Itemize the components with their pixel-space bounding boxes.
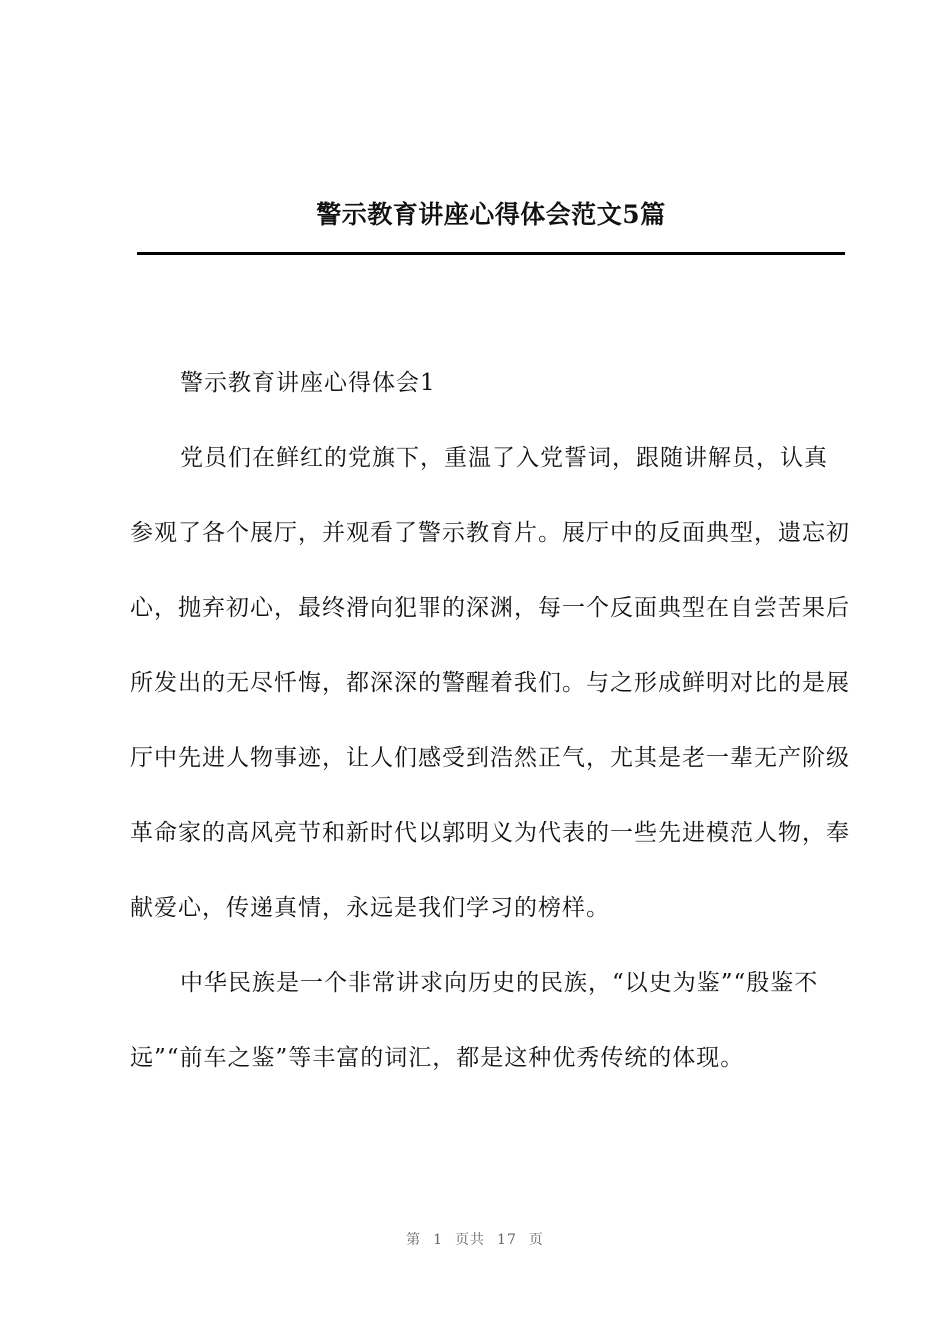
page-label-prefix: 第	[406, 1232, 422, 1248]
current-page-number: 1	[433, 1232, 444, 1248]
page-label-suffix: 页	[528, 1232, 544, 1248]
page-label-mid: 页共	[455, 1232, 486, 1248]
paragraph-2: 中华民族是一个非常讲求向历史的民族，“以史为鉴”“殷鉴不远”“前车之鉴”等丰富的词汇，都是这种优秀传统的体现。	[130, 970, 819, 1071]
page-footer	[0, 1229, 950, 1249]
document-title: 警示教育讲座心得体会范文5篇	[316, 200, 666, 229]
paragraph-1: 党员们在鲜红的党旗下，重温了入党誓词，跟随讲解员，认真参观了各个展厅，并观看了警示教育片。展厅中的反面典型，遗忘初心，抛弃初心，最终滑向犯罪的深渊，每一个反面典型在自尝苦果后所发出的无尽忏悔，都深深的警醒着我们。与之形成鲜明对比的是展厅中先进人物事迹，让人们感受到浩然正气，尤其是老一辈无产阶级革命家的高风亮节和新时代以郭明义为代表的一些先进模范人物，奉献爱心，传递真情，永远是我们学习的榜样。	[130, 445, 850, 921]
document-body	[130, 346, 850, 1096]
title-divider	[137, 252, 845, 255]
total-pages-number: 17	[497, 1232, 517, 1248]
section-heading: 警示教育讲座心得体会1	[180, 370, 436, 396]
